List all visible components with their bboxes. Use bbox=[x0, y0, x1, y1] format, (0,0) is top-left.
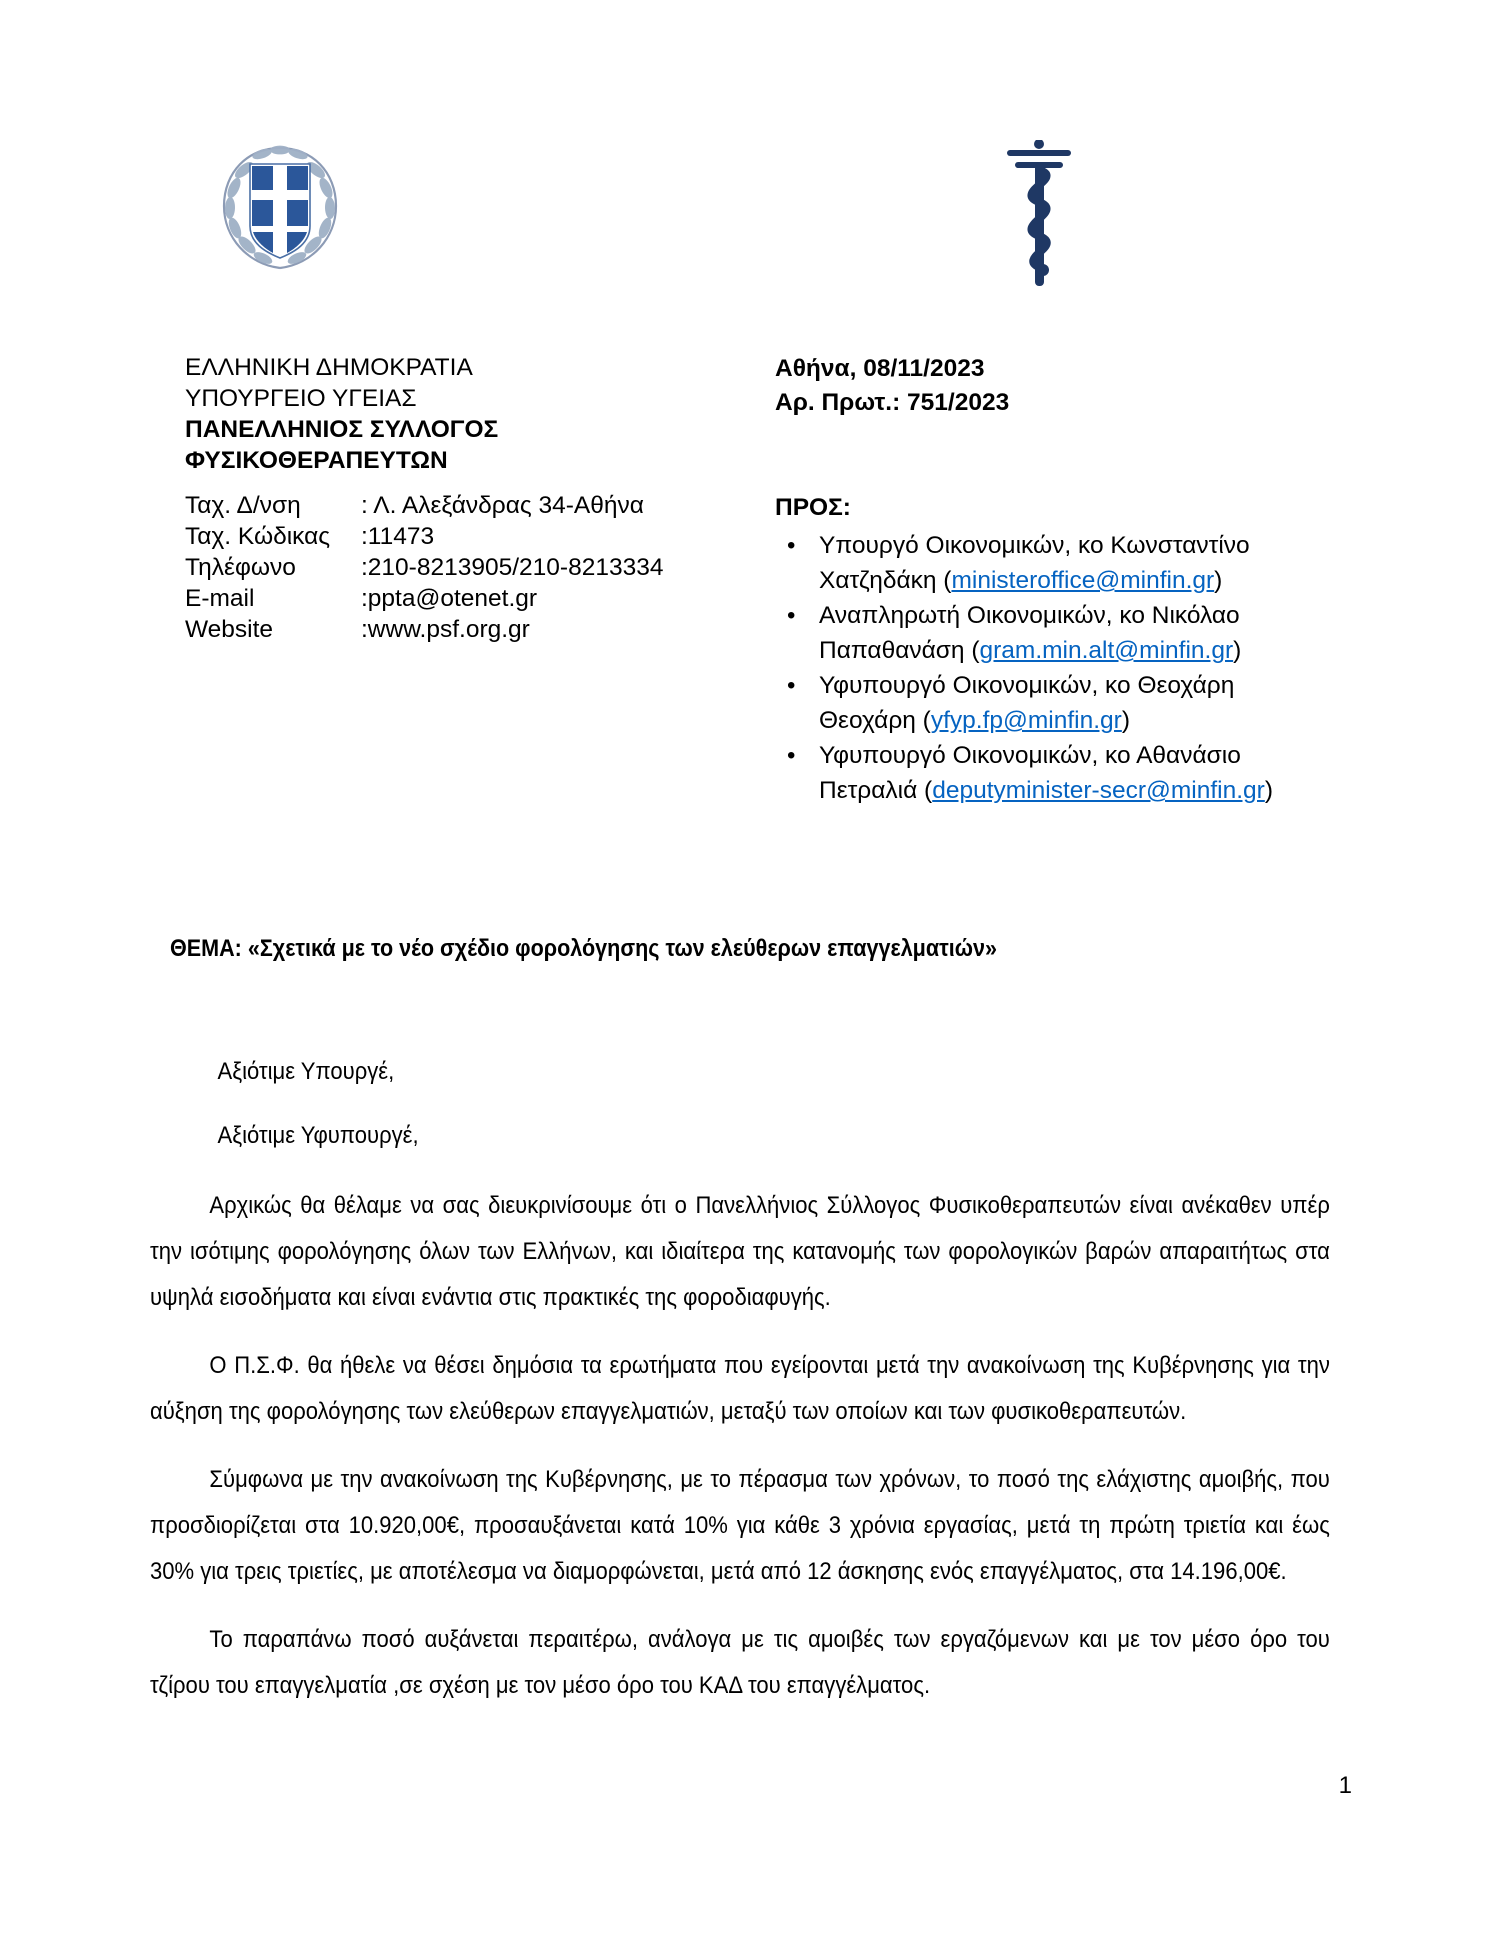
letterhead-line-4: ΦΥΣΙΚΟΘΕΡΑΠΕΥΤΩΝ bbox=[185, 447, 448, 474]
contact-row bbox=[185, 552, 663, 583]
body-paragraph-4: Το παραπάνω ποσό αυξάνεται περαιτέρω, ανάλογα με τις αμοιβές των εργαζόμενων και με τον μέσο όρο του τζίρου του επαγγελματία ,σε σχέση με τον μέσο όρο του ΚΑΔ του επαγγέλματος. bbox=[150, 1626, 1330, 1699]
contact-row bbox=[185, 521, 663, 552]
recipient-email-link[interactable]: deputyminister-secr@minfin.gr bbox=[932, 777, 1265, 804]
contact-value-email: :ppta@otenet.gr bbox=[361, 585, 538, 612]
contact-row bbox=[185, 490, 663, 521]
contact-row bbox=[185, 614, 663, 645]
place-date: Αθήνα, 08/11/2023 bbox=[775, 355, 985, 382]
greek-republic-emblem bbox=[210, 140, 350, 275]
body-paragraph-2: Ο Π.Σ.Φ. θα ήθελε να θέσει δημόσια τα ερωτήματα που εγείρονται μετά την ανακοίνωση της Κυβέρνησης για την αύξηση της φορολόγησης των ελεύθερων επαγγελματιών, μεταξύ των οποίων και των φυσικοθεραπευτών. bbox=[150, 1352, 1330, 1425]
contact-label-postcode: Ταχ. Κώδικας bbox=[185, 523, 331, 550]
subject-line: ΘΕΜΑ: «Σχετικά με το νέο σχέδιο φορολόγησης των ελεύθερων επαγγελματιών» bbox=[170, 935, 997, 962]
recipient-item bbox=[817, 598, 1335, 668]
contact-value-address: : Λ. Αλεξάνδρας 34-Αθήνα bbox=[361, 492, 644, 519]
recipient-text-after: ) bbox=[1264, 777, 1273, 804]
letterhead-line-3: ΠΑΝΕΛΛΗΝΙΟΣ ΣΥΛΛΟΓΟΣ bbox=[185, 416, 499, 443]
page-number: 1 bbox=[1338, 1772, 1352, 1799]
recipient-text-after: ) bbox=[1214, 567, 1223, 594]
recipient-item bbox=[817, 668, 1335, 738]
salutation-minister: Αξιότιμε Υπουργέ, bbox=[217, 1058, 395, 1085]
recipient-email-link[interactable]: ministeroffice@minfin.gr bbox=[951, 567, 1215, 594]
letterhead-block bbox=[185, 352, 745, 645]
rod-of-asclepius-icon bbox=[985, 140, 1095, 290]
contact-label-phone: Τηλέφωνο bbox=[185, 554, 296, 581]
salutation-deputy-minister: Αξιότιμε Υφυπουργέ, bbox=[217, 1122, 419, 1149]
recipient-item bbox=[817, 738, 1335, 808]
body-paragraph-1: Αρχικώς θα θέλαμε να σας διευκρινίσουμε ότι ο Πανελλήνιος Σύλλογος Φυσικοθεραπευτών είναι ανέκαθεν υπέρ την ισότιμης φορολόγησης όλων των Ελλήνων, και ιδιαίτερα της κατανομής των φορολογικών βαρών απαραιτήτως στα υψηλά εισοδήματα και είναι ενάντια στις πρακτικές της φοροδιαφυγής. bbox=[150, 1192, 1330, 1311]
recipient-email-link[interactable]: gram.min.alt@minfin.gr bbox=[979, 637, 1234, 664]
meta-and-recipients-block bbox=[775, 352, 1335, 808]
contact-label-email: E-mail bbox=[185, 585, 255, 612]
protocol-number: Αρ. Πρωτ.: 751/2023 bbox=[775, 389, 1010, 416]
recipient-item bbox=[817, 528, 1335, 598]
contact-label-website: Website bbox=[185, 616, 274, 643]
recipient-text: Υφυπουργό Οικονομικών, κο Αθανάσιο Πετραλιά ( bbox=[819, 742, 1241, 804]
recipient-email-link[interactable]: yfyp.fp@minfin.gr bbox=[930, 707, 1122, 734]
recipient-text-after: ) bbox=[1233, 637, 1242, 664]
recipients-list bbox=[775, 528, 1335, 808]
recipient-text-after: ) bbox=[1121, 707, 1131, 734]
letterhead-line-1: ΕΛΛΗΝΙΚΗ ΔΗΜΟΚΡΑΤΙΑ bbox=[185, 354, 473, 381]
letterhead-line-2: ΥΠΟΥΡΓΕΙΟ ΥΓΕΙΑΣ bbox=[185, 385, 417, 412]
body-paragraph-3: Σύμφωνα με την ανακοίνωση της Κυβέρνησης, με το πέρασμα των χρόνων, το ποσό της ελάχιστης αμοιβής, που προσδιορίζεται στα 10.920,00€, προσαυξάνεται κατά 10% για κάθε 3 χρόνια εργασίας, μετά τη πρώτη τριετία και έως 30% για τρεις τριετίες, με αποτέλεσμα να διαμορφώνεται, μετά από 12 άσκησης ενός επαγγέλματος, στα 14.196,00€. bbox=[150, 1466, 1330, 1585]
contact-value-phone: :210-8213905/210-8213334 bbox=[361, 554, 664, 581]
contact-value-website: :www.psf.org.gr bbox=[361, 616, 530, 643]
contact-value-postcode: :11473 bbox=[361, 523, 435, 550]
recipient-text: Αναπληρωτή Οικονομικών, κο Νικόλαο Παπαθανάση ( bbox=[819, 602, 1240, 664]
contact-label-address: Ταχ. Δ/νση bbox=[185, 492, 301, 519]
recipients-label: ΠΡΟΣ: bbox=[775, 494, 851, 521]
recipient-text: Υφυπουργό Οικονομικών, κο Θεοχάρη Θεοχάρη ( bbox=[819, 672, 1235, 734]
recipient-text: Υπουργό Οικονομικών, κο Κωνσταντίνο Χατζηδάκη ( bbox=[819, 532, 1250, 594]
letterhead-logos bbox=[0, 140, 1500, 290]
letter-body bbox=[150, 1055, 1330, 1731]
contact-details-table bbox=[185, 490, 663, 645]
contact-row bbox=[185, 583, 663, 614]
